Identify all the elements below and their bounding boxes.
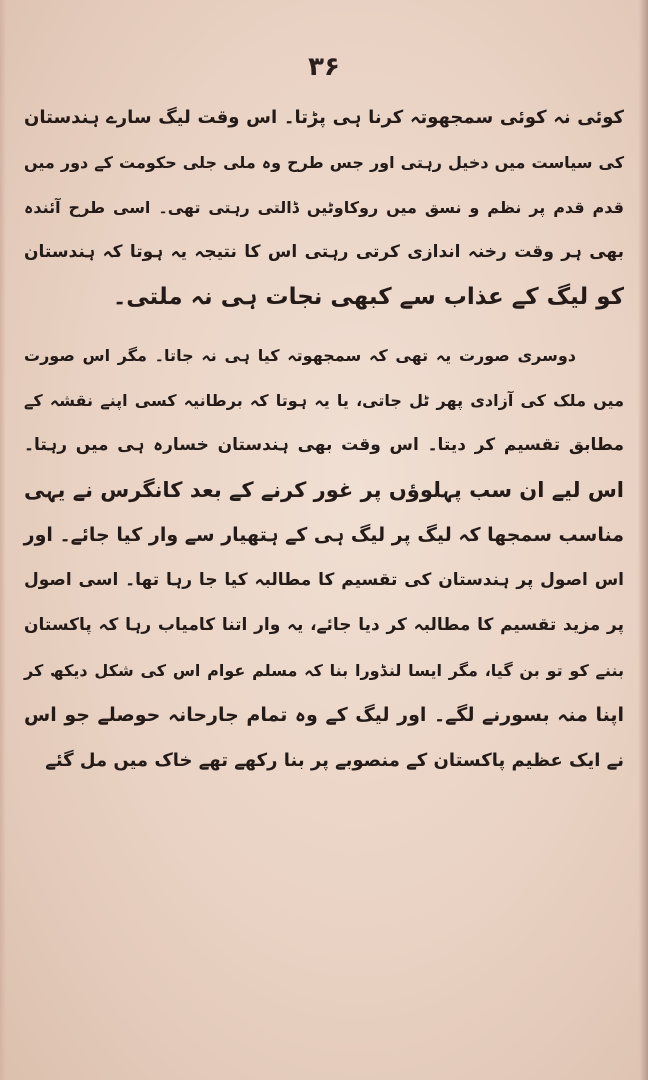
text-line: کی سیاست میں دخیل رہتی اور جس طرح وہ ملی جلی حکومت کے دور میں — [24, 153, 624, 172]
page-body-text — [24, 95, 624, 783]
text-line: اس اصول پر ہندستان کی تقسیم کا مطالبہ کیا جا رہا تھا۔ اسی اصول — [24, 570, 624, 590]
text-line: بننے کو تو بن گیا، مگر ایسا لنڈورا بنا کہ مسلم عوام اس کی شکل دیکھ کر — [24, 661, 624, 680]
text-line: میں ملک کی آزادی پھر ٹل جاتی، یا یہ ہوتا کہ برطانیہ کسی اپنے نقشہ کے — [24, 391, 624, 410]
text-line: قدم قدم پر نظم و نسق میں روکاوٹیں ڈالتی رہتی تھی۔ اسی طرح آئندہ — [24, 198, 624, 217]
page-number: ۳۶ — [308, 52, 340, 82]
text-line: اس لیے ان سب پہلوؤں پر غور کرنے کے بعد کانگرس نے یہی — [24, 478, 624, 502]
text-line: نے ایک عظیم پاکستان کے منصوبے پر بنا رکھے تھے خاک میں مل گئے — [45, 750, 624, 771]
text-line: مطابق تقسیم کر دیتا۔ اس وقت بھی ہندستان خسارہ ہی میں رہتا۔ — [24, 435, 624, 455]
text-line: دوسری صورت یہ تھی کہ سمجھوتہ کیا ہی نہ جاتا۔ مگر اس صورت — [24, 346, 576, 365]
text-line: مناسب سمجھا کہ لیگ پر لیگ ہی کے ہتھیار سے وار کیا جائے۔ اور — [23, 524, 624, 546]
text-line: کو لیگ کے عذاب سے کبھی نجات ہی نہ ملتی۔ — [112, 284, 624, 310]
text-line: اپنا منہ بسورنے لگے۔ اور لیگ کے وہ تمام جارحانہ حوصلے جو اس — [24, 704, 624, 726]
page-left-edge — [0, 0, 6, 1080]
text-line: پر مزید تقسیم کا مطالبہ کر دیا جائے، یہ وار اتنا کامیاب رہا کہ پاکستان — [24, 615, 624, 635]
paragraph-gap — [24, 320, 624, 333]
text-line: بھی ہر وقت رخنہ اندازی کرتی رہتی اس کا نتیجہ یہ ہوتا کہ ہندستان — [24, 242, 624, 262]
text-line: کوئی نہ کوئی سمجھوتہ کرنا ہی پڑتا۔ اس وقت لیگ سارے ہندستان — [24, 107, 624, 128]
page-spine-shadow — [638, 0, 648, 1080]
